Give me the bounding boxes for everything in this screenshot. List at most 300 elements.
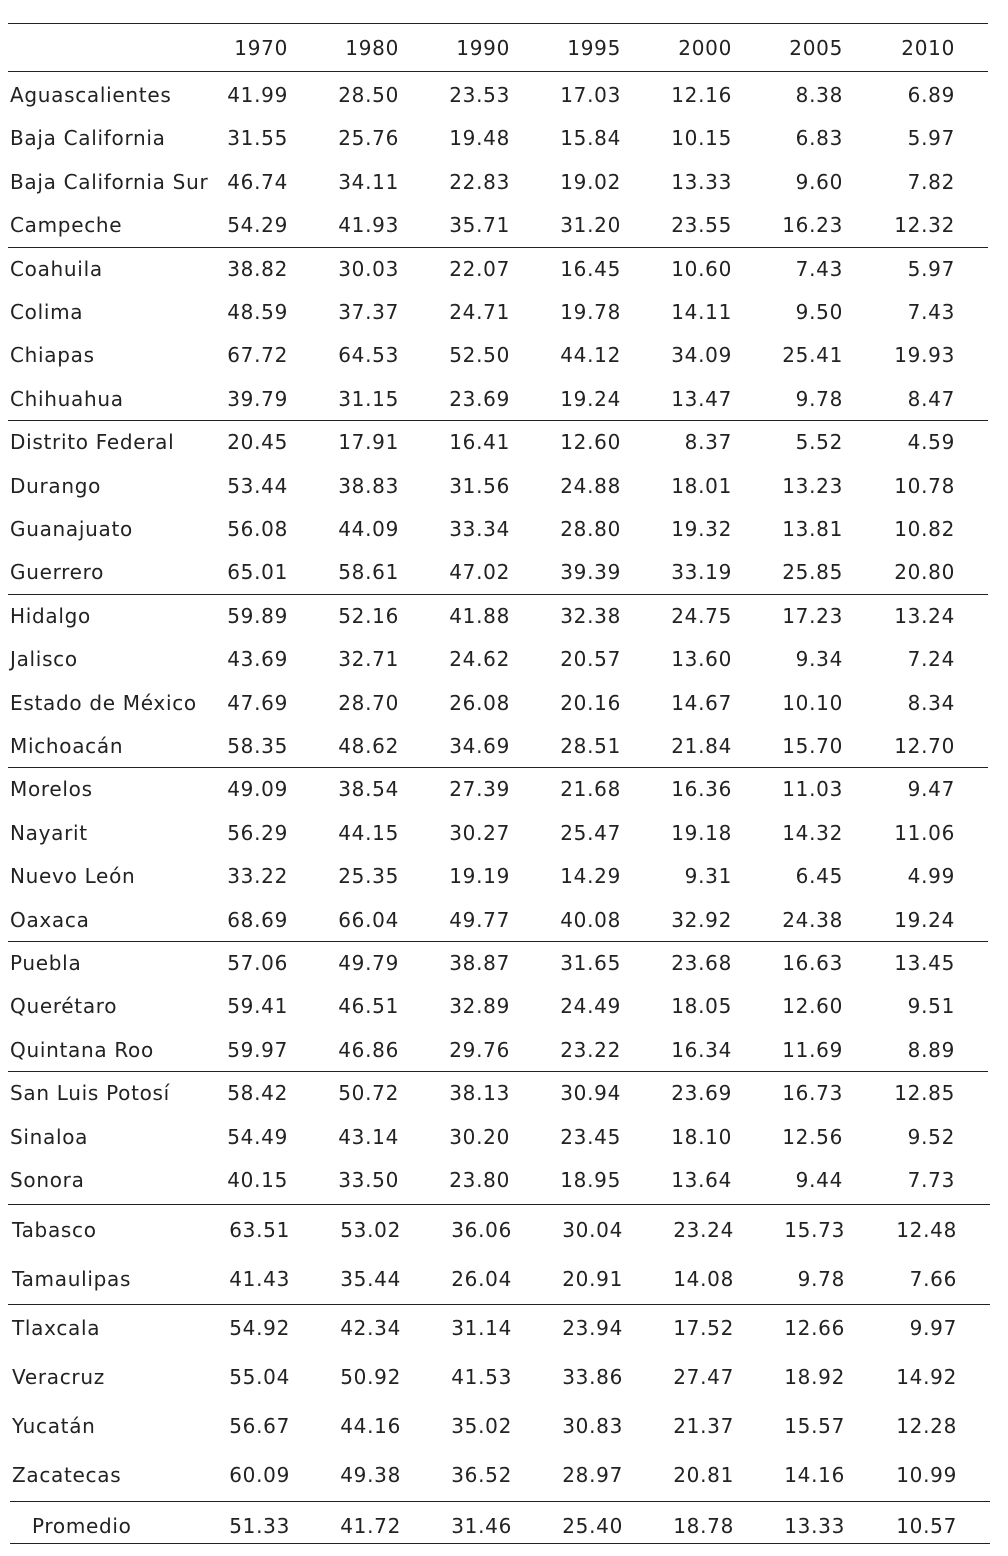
value-cell: 19.02 xyxy=(560,169,621,194)
value-cell: 19.32 xyxy=(671,517,732,541)
value-cell: 27.39 xyxy=(449,777,510,802)
value-cell: 14.92 xyxy=(896,1365,957,1390)
value-cell: 26.08 xyxy=(449,690,510,715)
state-name: Aguascalientes xyxy=(10,83,172,107)
value-cell: 8.89 xyxy=(907,1037,955,1062)
value-cell: 31.15 xyxy=(338,386,399,411)
table-row xyxy=(0,1304,1008,1353)
value-cell: 32.92 xyxy=(671,907,732,932)
value-cell: 38.87 xyxy=(449,951,510,975)
table-row xyxy=(0,551,1008,594)
value-cell: 54.29 xyxy=(227,213,288,238)
value-cell: 34.69 xyxy=(449,734,510,758)
value-cell: 63.51 xyxy=(229,1218,290,1243)
value-cell: 59.89 xyxy=(227,603,288,628)
value-cell: 19.48 xyxy=(449,126,510,151)
value-cell: 34.11 xyxy=(338,169,399,194)
state-name: Chihuahua xyxy=(10,386,124,411)
value-cell: 14.16 xyxy=(784,1463,845,1488)
value-cell: 15.73 xyxy=(784,1218,845,1243)
value-cell: 12.60 xyxy=(782,994,843,1019)
value-cell: 23.69 xyxy=(671,1081,732,1106)
value-cell: 57.06 xyxy=(227,951,288,975)
table-row xyxy=(0,508,1008,551)
value-cell: 18.05 xyxy=(671,994,732,1019)
value-cell: 16.45 xyxy=(560,256,621,281)
value-cell: 7.43 xyxy=(795,256,843,281)
value-cell: 27.47 xyxy=(673,1365,734,1390)
state-name: Zacatecas xyxy=(12,1463,122,1488)
value-cell: 11.03 xyxy=(782,777,843,802)
value-cell: 25.76 xyxy=(338,126,399,151)
value-cell: 9.52 xyxy=(907,1124,955,1149)
value-cell: 9.78 xyxy=(797,1267,845,1292)
value-cell: 47.02 xyxy=(449,560,510,585)
value-cell: 43.14 xyxy=(338,1124,399,1149)
value-cell: 17.52 xyxy=(673,1316,734,1341)
value-cell: 14.32 xyxy=(782,820,843,845)
value-cell: 13.33 xyxy=(671,169,732,194)
value-cell: 13.64 xyxy=(671,1168,732,1192)
value-cell: 18.92 xyxy=(784,1365,845,1390)
value-cell: 21.84 xyxy=(671,734,732,758)
value-cell: 46.74 xyxy=(227,169,288,194)
value-cell: 44.15 xyxy=(338,820,399,845)
value-cell: 20.45 xyxy=(227,430,288,455)
value-cell: 7.73 xyxy=(907,1168,955,1192)
summary-value: 13.33 xyxy=(784,1514,845,1539)
value-cell: 18.95 xyxy=(560,1168,621,1192)
summary-row xyxy=(0,1502,1008,1551)
value-cell: 9.44 xyxy=(795,1168,843,1192)
table-row xyxy=(0,1206,1008,1255)
value-cell: 23.94 xyxy=(562,1316,623,1341)
value-cell: 17.23 xyxy=(782,603,843,628)
year-header: 1995 xyxy=(567,36,621,60)
value-cell: 7.82 xyxy=(907,169,955,194)
value-cell: 9.78 xyxy=(795,386,843,411)
value-cell: 18.01 xyxy=(671,473,732,498)
value-cell: 13.24 xyxy=(894,603,955,628)
value-cell: 13.23 xyxy=(782,473,843,498)
table-row xyxy=(0,985,1008,1028)
value-cell: 19.24 xyxy=(894,907,955,932)
value-cell: 23.80 xyxy=(449,1168,510,1192)
value-cell: 28.70 xyxy=(338,690,399,715)
value-cell: 4.99 xyxy=(907,864,955,889)
value-cell: 10.60 xyxy=(671,256,732,281)
value-cell: 7.43 xyxy=(907,300,955,324)
table-row xyxy=(0,378,1008,421)
value-cell: 29.76 xyxy=(449,1037,510,1062)
value-cell: 66.04 xyxy=(338,907,399,932)
value-cell: 14.29 xyxy=(560,864,621,889)
table-row xyxy=(0,1159,1008,1202)
value-cell: 68.69 xyxy=(227,907,288,932)
state-name: Campeche xyxy=(10,213,123,238)
value-cell: 23.68 xyxy=(671,951,732,975)
state-name: Baja California xyxy=(10,126,166,151)
value-cell: 12.70 xyxy=(894,734,955,758)
value-cell: 49.79 xyxy=(338,951,399,975)
value-cell: 21.68 xyxy=(560,777,621,802)
value-cell: 22.07 xyxy=(449,256,510,281)
table-row xyxy=(0,74,1008,117)
summary-value: 25.40 xyxy=(562,1514,623,1539)
state-name: Distrito Federal xyxy=(10,430,175,455)
state-name: Tlaxcala xyxy=(12,1316,101,1341)
table-row xyxy=(0,291,1008,334)
value-cell: 18.10 xyxy=(671,1124,732,1149)
state-name: Sinaloa xyxy=(10,1124,89,1149)
value-cell: 12.60 xyxy=(560,430,621,455)
value-cell: 9.51 xyxy=(907,994,955,1019)
summary-value: 31.46 xyxy=(451,1514,512,1539)
state-name: Querétaro xyxy=(10,994,118,1019)
value-cell: 30.94 xyxy=(560,1081,621,1106)
table-row xyxy=(0,725,1008,768)
value-cell: 50.92 xyxy=(340,1365,401,1390)
table-row xyxy=(0,248,1008,291)
value-cell: 39.39 xyxy=(560,560,621,585)
value-cell: 58.42 xyxy=(227,1081,288,1106)
value-cell: 11.06 xyxy=(894,820,955,845)
state-name: Morelos xyxy=(10,777,93,802)
value-cell: 33.22 xyxy=(227,864,288,889)
value-cell: 16.34 xyxy=(671,1037,732,1062)
table-row xyxy=(0,117,1008,160)
value-cell: 21.37 xyxy=(673,1414,734,1439)
year-header: 2005 xyxy=(789,36,843,60)
value-cell: 58.35 xyxy=(227,734,288,758)
value-cell: 17.03 xyxy=(560,83,621,107)
value-cell: 10.99 xyxy=(896,1463,957,1488)
value-cell: 6.83 xyxy=(795,126,843,151)
value-cell: 58.61 xyxy=(338,560,399,585)
value-cell: 10.82 xyxy=(894,517,955,541)
value-cell: 15.70 xyxy=(782,734,843,758)
state-name: Tabasco xyxy=(12,1218,97,1243)
value-cell: 31.20 xyxy=(560,213,621,238)
value-cell: 31.56 xyxy=(449,473,510,498)
value-cell: 8.37 xyxy=(684,430,732,455)
value-cell: 47.69 xyxy=(227,690,288,715)
table-row xyxy=(0,682,1008,725)
value-cell: 49.77 xyxy=(449,907,510,932)
value-cell: 23.55 xyxy=(671,213,732,238)
value-cell: 44.16 xyxy=(340,1414,401,1439)
value-cell: 32.71 xyxy=(338,647,399,672)
value-cell: 44.12 xyxy=(560,343,621,368)
value-cell: 50.72 xyxy=(338,1081,399,1106)
table-row xyxy=(0,942,1008,985)
value-cell: 23.53 xyxy=(449,83,510,107)
value-cell: 20.16 xyxy=(560,690,621,715)
value-cell: 5.52 xyxy=(795,430,843,455)
value-cell: 8.47 xyxy=(907,386,955,411)
year-header: 1990 xyxy=(456,36,510,60)
state-name: Oaxaca xyxy=(10,907,90,932)
summary-value: 51.33 xyxy=(229,1514,290,1539)
value-cell: 38.83 xyxy=(338,473,399,498)
table-row xyxy=(0,1451,1008,1500)
value-cell: 5.97 xyxy=(907,256,955,281)
value-cell: 23.22 xyxy=(560,1037,621,1062)
value-cell: 9.50 xyxy=(795,300,843,324)
value-cell: 12.48 xyxy=(896,1218,957,1243)
state-name: Nayarit xyxy=(10,820,88,845)
state-name: Coahuila xyxy=(10,256,103,281)
value-cell: 9.47 xyxy=(907,777,955,802)
value-cell: 43.69 xyxy=(227,647,288,672)
value-cell: 54.92 xyxy=(229,1316,290,1341)
value-cell: 20.81 xyxy=(673,1463,734,1488)
state-name: Puebla xyxy=(10,951,82,975)
value-cell: 25.47 xyxy=(560,820,621,845)
value-cell: 67.72 xyxy=(227,343,288,368)
value-cell: 59.41 xyxy=(227,994,288,1019)
value-cell: 22.83 xyxy=(449,169,510,194)
value-cell: 37.37 xyxy=(338,300,399,324)
value-cell: 36.06 xyxy=(451,1218,512,1243)
value-cell: 16.63 xyxy=(782,951,843,975)
table-row xyxy=(0,1116,1008,1159)
summary-label: Promedio xyxy=(32,1514,132,1539)
value-cell: 30.20 xyxy=(449,1124,510,1149)
table-row xyxy=(0,1353,1008,1402)
value-cell: 13.60 xyxy=(671,647,732,672)
table-header-row xyxy=(0,26,1008,71)
value-cell: 56.29 xyxy=(227,820,288,845)
state-name: Nuevo León xyxy=(10,864,136,889)
value-cell: 52.16 xyxy=(338,603,399,628)
table-top-rule xyxy=(8,23,988,24)
value-cell: 4.59 xyxy=(907,430,955,455)
state-name: Estado de México xyxy=(10,690,197,715)
value-cell: 41.88 xyxy=(449,603,510,628)
value-cell: 13.81 xyxy=(782,517,843,541)
value-cell: 13.45 xyxy=(894,951,955,975)
value-cell: 12.32 xyxy=(894,213,955,238)
value-cell: 19.19 xyxy=(449,864,510,889)
state-name: Hidalgo xyxy=(10,603,91,628)
state-name: Tamaulipas xyxy=(12,1267,132,1292)
value-cell: 23.69 xyxy=(449,386,510,411)
value-cell: 41.93 xyxy=(338,213,399,238)
header-rule xyxy=(8,71,988,72)
state-name: Veracruz xyxy=(12,1365,105,1390)
value-cell: 52.50 xyxy=(449,343,510,368)
year-header: 2010 xyxy=(901,36,955,60)
value-cell: 46.86 xyxy=(338,1037,399,1062)
table-row xyxy=(0,465,1008,508)
table-row xyxy=(0,855,1008,898)
value-cell: 35.71 xyxy=(449,213,510,238)
summary-value: 41.72 xyxy=(340,1514,401,1539)
value-cell: 35.44 xyxy=(340,1267,401,1292)
table-row xyxy=(0,1255,1008,1304)
value-cell: 34.09 xyxy=(671,343,732,368)
value-cell: 38.13 xyxy=(449,1081,510,1106)
state-name: San Luis Potosí xyxy=(10,1081,170,1106)
value-cell: 30.03 xyxy=(338,256,399,281)
value-cell: 25.41 xyxy=(782,343,843,368)
table-row xyxy=(0,812,1008,855)
table-row xyxy=(0,638,1008,681)
value-cell: 24.71 xyxy=(449,300,510,324)
value-cell: 40.08 xyxy=(560,907,621,932)
value-cell: 65.01 xyxy=(227,560,288,585)
value-cell: 28.97 xyxy=(562,1463,623,1488)
value-cell: 12.28 xyxy=(896,1414,957,1439)
value-cell: 8.38 xyxy=(795,83,843,107)
value-cell: 16.41 xyxy=(449,430,510,455)
value-cell: 19.93 xyxy=(894,343,955,368)
value-cell: 12.66 xyxy=(784,1316,845,1341)
value-cell: 12.85 xyxy=(894,1081,955,1106)
value-cell: 20.80 xyxy=(894,560,955,585)
value-cell: 16.73 xyxy=(782,1081,843,1106)
value-cell: 33.34 xyxy=(449,517,510,541)
value-cell: 10.78 xyxy=(894,473,955,498)
value-cell: 31.55 xyxy=(227,126,288,151)
value-cell: 24.62 xyxy=(449,647,510,672)
value-cell: 53.44 xyxy=(227,473,288,498)
table-row xyxy=(0,899,1008,942)
value-cell: 31.65 xyxy=(560,951,621,975)
value-cell: 6.45 xyxy=(795,864,843,889)
value-cell: 46.51 xyxy=(338,994,399,1019)
value-cell: 10.10 xyxy=(782,690,843,715)
state-name: Chiapas xyxy=(10,343,95,368)
value-cell: 28.80 xyxy=(560,517,621,541)
value-cell: 5.97 xyxy=(907,126,955,151)
value-cell: 38.82 xyxy=(227,256,288,281)
value-cell: 64.53 xyxy=(338,343,399,368)
value-cell: 28.50 xyxy=(338,83,399,107)
value-cell: 30.27 xyxy=(449,820,510,845)
state-name: Jalisco xyxy=(10,647,78,672)
value-cell: 49.38 xyxy=(340,1463,401,1488)
value-cell: 20.57 xyxy=(560,647,621,672)
value-cell: 28.51 xyxy=(560,734,621,758)
table-row xyxy=(0,204,1008,247)
value-cell: 30.83 xyxy=(562,1414,623,1439)
value-cell: 41.43 xyxy=(229,1267,290,1292)
value-cell: 24.49 xyxy=(560,994,621,1019)
value-cell: 25.35 xyxy=(338,864,399,889)
value-cell: 41.53 xyxy=(451,1365,512,1390)
value-cell: 6.89 xyxy=(907,83,955,107)
value-cell: 44.09 xyxy=(338,517,399,541)
value-cell: 42.34 xyxy=(340,1316,401,1341)
value-cell: 30.04 xyxy=(562,1218,623,1243)
value-cell: 33.86 xyxy=(562,1365,623,1390)
value-cell: 14.11 xyxy=(671,300,732,324)
table-row xyxy=(0,1029,1008,1072)
value-cell: 40.15 xyxy=(227,1168,288,1192)
value-cell: 11.69 xyxy=(782,1037,843,1062)
value-cell: 24.38 xyxy=(782,907,843,932)
table-row xyxy=(0,595,1008,638)
value-cell: 24.88 xyxy=(560,473,621,498)
table-row xyxy=(0,334,1008,377)
value-cell: 23.45 xyxy=(560,1124,621,1149)
year-header: 1970 xyxy=(234,36,288,60)
value-cell: 17.91 xyxy=(338,430,399,455)
value-cell: 19.78 xyxy=(560,300,621,324)
state-name: Michoacán xyxy=(10,734,124,758)
value-cell: 16.23 xyxy=(782,213,843,238)
group-rule xyxy=(8,1204,990,1205)
value-cell: 49.09 xyxy=(227,777,288,802)
value-cell: 12.16 xyxy=(671,83,732,107)
table-bottom-rule xyxy=(10,1543,990,1544)
value-cell: 15.84 xyxy=(560,126,621,151)
value-cell: 26.04 xyxy=(451,1267,512,1292)
value-cell: 19.24 xyxy=(560,386,621,411)
state-name: Baja California Sur xyxy=(10,169,209,194)
value-cell: 35.02 xyxy=(451,1414,512,1439)
value-cell: 53.02 xyxy=(340,1218,401,1243)
value-cell: 32.89 xyxy=(449,994,510,1019)
value-cell: 33.19 xyxy=(671,560,732,585)
value-cell: 55.04 xyxy=(229,1365,290,1390)
value-cell: 23.24 xyxy=(673,1218,734,1243)
value-cell: 13.47 xyxy=(671,386,732,411)
value-cell: 39.79 xyxy=(227,386,288,411)
year-header: 2000 xyxy=(678,36,732,60)
table-row xyxy=(0,161,1008,204)
table-row xyxy=(0,421,1008,464)
value-cell: 56.08 xyxy=(227,517,288,541)
state-name: Quintana Roo xyxy=(10,1037,154,1062)
state-name: Guerrero xyxy=(10,560,105,585)
state-name: Yucatán xyxy=(12,1414,96,1439)
value-cell: 59.97 xyxy=(227,1037,288,1062)
value-cell: 19.18 xyxy=(671,820,732,845)
value-cell: 14.67 xyxy=(671,690,732,715)
value-cell: 12.56 xyxy=(782,1124,843,1149)
value-cell: 54.49 xyxy=(227,1124,288,1149)
value-cell: 24.75 xyxy=(671,603,732,628)
value-cell: 9.34 xyxy=(795,647,843,672)
value-cell: 25.85 xyxy=(782,560,843,585)
value-cell: 15.57 xyxy=(784,1414,845,1439)
state-name: Guanajuato xyxy=(10,517,133,541)
value-cell: 14.08 xyxy=(673,1267,734,1292)
value-cell: 10.15 xyxy=(671,126,732,151)
table-row xyxy=(0,1072,1008,1115)
state-name: Sonora xyxy=(10,1168,85,1192)
value-cell: 36.52 xyxy=(451,1463,512,1488)
value-cell: 7.66 xyxy=(909,1267,957,1292)
value-cell: 48.59 xyxy=(227,300,288,324)
value-cell: 9.31 xyxy=(684,864,732,889)
summary-value: 18.78 xyxy=(673,1514,734,1539)
value-cell: 48.62 xyxy=(338,734,399,758)
value-cell: 60.09 xyxy=(229,1463,290,1488)
value-cell: 33.50 xyxy=(338,1168,399,1192)
value-cell: 9.97 xyxy=(909,1316,957,1341)
value-cell: 16.36 xyxy=(671,777,732,802)
value-cell: 41.99 xyxy=(227,83,288,107)
state-name: Colima xyxy=(10,300,84,324)
state-name: Durango xyxy=(10,473,102,498)
value-cell: 38.54 xyxy=(338,777,399,802)
year-header: 1980 xyxy=(345,36,399,60)
value-cell: 31.14 xyxy=(451,1316,512,1341)
